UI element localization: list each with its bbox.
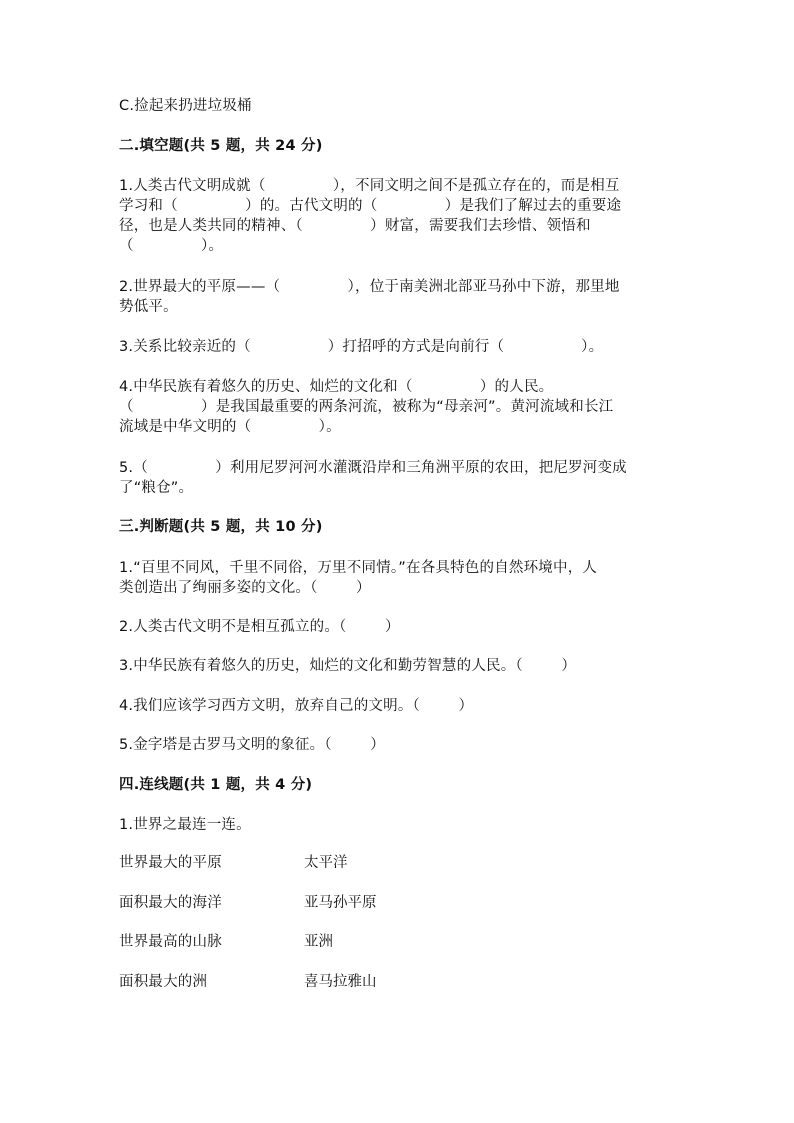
match-right-item: 亚洲 — [304, 934, 333, 950]
question-line: 2.人类古代文明不是相互孤立的。（ ） — [119, 619, 400, 635]
question-line: 学习和（ ）的。古代文明的（ ）是我们了解过去的重要途 — [119, 198, 622, 214]
section-heading-true-false: 三.判断题(共 5 题，共 10 分) — [119, 519, 323, 535]
question-line: （ ）是我国最重要的两条河流，被称为“母亲河”。黄河流域和长江 — [119, 399, 614, 415]
question-line: 5.（ ）利用尼罗河河水灌溉沿岸和三角洲平原的农田，把尼罗河变成 — [119, 460, 627, 476]
section-heading-fill-blank: 二.填空题(共 5 题，共 24 分) — [119, 138, 323, 154]
match-left-item: 面积最大的海洋 — [119, 895, 222, 911]
question-line: 类创造出了绚丽多姿的文化。（ ） — [119, 580, 371, 596]
question-line: 1.人类古代文明成就（ ），不同文明之间不是孤立存在的，而是相互 — [119, 178, 620, 194]
match-right-item: 喜马拉雅山 — [304, 974, 377, 990]
question-line: 流域是中华文明的（ ）。 — [119, 419, 341, 435]
question-line: 了“粮仓”。 — [119, 480, 194, 496]
match-right-item: 太平洋 — [304, 855, 348, 871]
option-c: C.捡起来扔进垃圾桶 — [119, 98, 252, 114]
question-line: 3.中华民族有着悠久的历史，灿烂的文化和勤劳智慧的人民。（ ） — [119, 658, 577, 674]
question-line: 4.我们应该学习西方文明，放弃自己的文明。（ ） — [119, 698, 474, 714]
question-line: （ ）。 — [119, 238, 224, 254]
question-line: 径，也是人类共同的精神、（ ）财富，需要我们去珍惜、领悟和 — [119, 218, 591, 234]
question-line: 5.金字塔是古罗马文明的象征。（ ） — [119, 737, 385, 753]
section-heading-matching: 四.连线题(共 1 题，共 4 分) — [119, 777, 313, 793]
question-line: 1.“百里不同风，千里不同俗，万里不同情。”在各具特色的自然环境中，人 — [119, 560, 598, 576]
question-line: 势低平。 — [119, 299, 178, 315]
match-left-item: 面积最大的洲 — [119, 974, 208, 990]
match-right-item: 亚马孙平原 — [304, 895, 377, 911]
question-line: 3.关系比较亲近的（ ）打招呼的方式是向前行（ ）。 — [119, 339, 604, 355]
question-line: 1.世界之最连一连。 — [119, 817, 251, 833]
match-left-item: 世界最大的平原 — [119, 855, 222, 871]
match-left-item: 世界最高的山脉 — [119, 934, 222, 950]
question-line: 4.中华民族有着悠久的历史、灿烂的文化和（ ）的人民。 — [119, 379, 554, 395]
question-line: 2.世界最大的平原——（ ），位于南美洲北部亚马孙中下游，那里地 — [119, 279, 620, 295]
